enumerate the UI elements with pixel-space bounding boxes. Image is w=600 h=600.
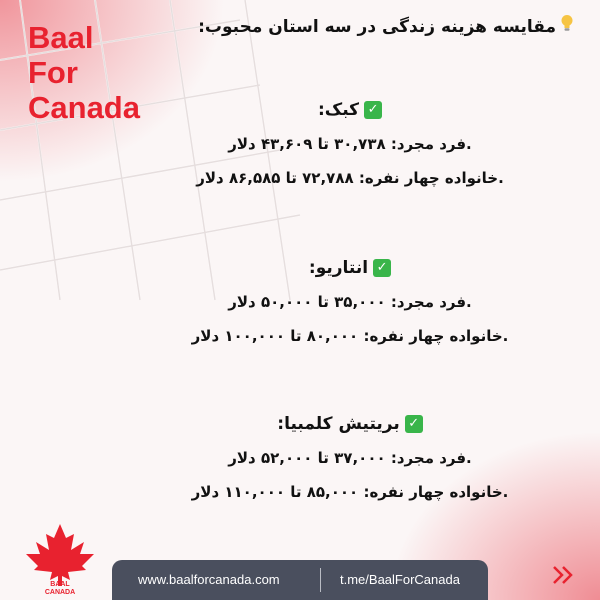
brand-line-1: Baal	[28, 20, 94, 55]
logo-text-2: CANADA	[44, 589, 76, 596]
family-cost: .خانواده چهار نفره: ۸۵,۰۰۰ تا ۱۱۰,۰۰۰ دلار	[191, 483, 509, 501]
family-cost: .خانواده چهار نفره: ۷۲,۷۸۸ تا ۸۶,۵۸۵ دلار	[196, 169, 504, 187]
maple-leaf-icon	[20, 520, 100, 600]
brand-line-2: For	[28, 55, 78, 90]
logo-text-1: BAAL	[50, 581, 70, 588]
single-cost: .فرد مجرد: ۳۵,۰۰۰ تا ۵۰,۰۰۰ دلار	[228, 293, 472, 311]
family-cost: .خانواده چهار نفره: ۸۰,۰۰۰ تا ۱۰۰,۰۰۰ دلار	[191, 327, 509, 345]
section-quebec	[120, 97, 580, 190]
single-cost: .فرد مجرد: ۳۷,۰۰۰ تا ۵۲,۰۰۰ دلار	[228, 449, 472, 467]
section-british-columbia	[120, 411, 580, 504]
telegram-link[interactable]: t.me/BaalForCanada	[340, 572, 460, 587]
page-title	[120, 12, 580, 42]
footer-bar	[112, 560, 488, 600]
heading-text: بریتیش کلمبیا:	[277, 414, 400, 434]
heading-text: انتاریو:	[308, 258, 369, 278]
footer-divider	[320, 568, 321, 592]
title-text: مقایسه هزینه زندگی در سه استان محبوب:	[198, 17, 556, 37]
heading-text: کبک:	[317, 100, 360, 120]
website-link[interactable]: www.baalforcanada.com	[138, 572, 280, 587]
single-cost: .فرد مجرد: ۳۰,۷۳۸ تا ۴۳,۶۰۹ دلار	[228, 135, 472, 153]
brand-line-3: Canada	[28, 90, 140, 125]
section-heading	[120, 97, 580, 123]
double-chevron-right-icon[interactable]	[550, 563, 576, 587]
section-heading	[120, 255, 580, 281]
check-icon: ✓	[364, 101, 382, 119]
check-icon: ✓	[405, 415, 423, 433]
content	[120, 12, 580, 504]
lightbulb-icon	[560, 12, 574, 42]
check-icon: ✓	[373, 259, 391, 277]
section-heading	[120, 411, 580, 437]
section-ontario	[120, 255, 580, 348]
